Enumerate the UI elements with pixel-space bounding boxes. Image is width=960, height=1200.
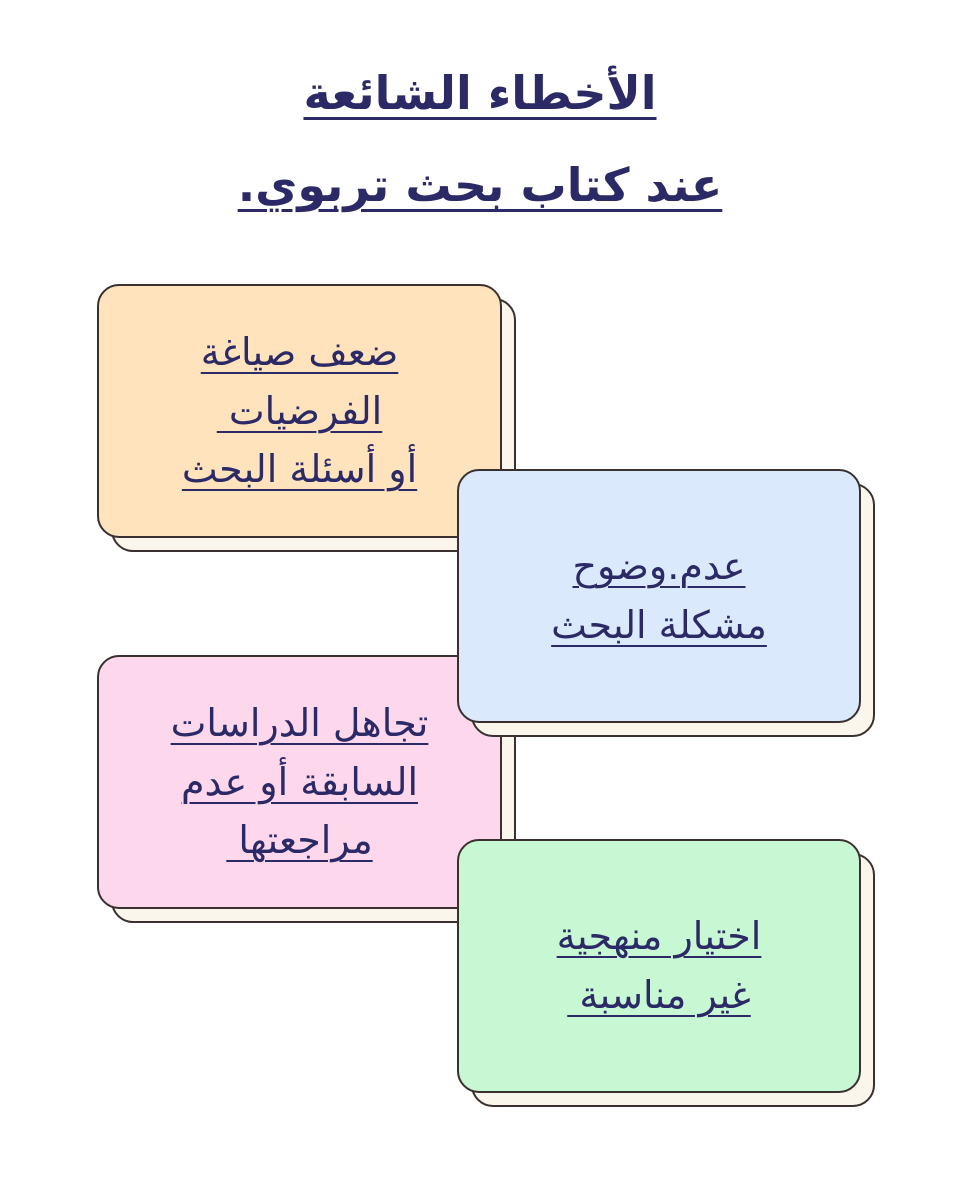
card-body xyxy=(457,469,861,723)
card-text-line: مشكلة البحث xyxy=(551,603,767,647)
card-text-line: أو أسئلة البحث xyxy=(181,447,418,492)
card-text-line: الفرضيات xyxy=(216,388,383,433)
card-body xyxy=(97,284,502,538)
error-card-methodology xyxy=(457,839,861,1093)
card-body xyxy=(457,839,861,1093)
card-text-line: تجاهل الدراسات xyxy=(170,700,429,745)
page-title-line-1: الأخطاء الشائعة xyxy=(303,66,657,120)
card-body xyxy=(97,655,502,909)
card-text-line: ضعف صياغة xyxy=(200,329,399,374)
card-text-line: اختيار منهجية xyxy=(556,914,762,959)
error-card-previous-studies xyxy=(97,655,502,909)
error-card-research-problem xyxy=(457,469,861,723)
card-text-line: السابقة أو عدم xyxy=(181,759,418,804)
card-text-line: غير مناسبة xyxy=(567,973,751,1017)
error-card-hypotheses xyxy=(97,284,502,538)
page-title-line-2: عند كتاب بحث تربوي. xyxy=(237,158,723,212)
card-text-line: عدم.وضوح xyxy=(572,544,746,589)
card-text-line: مراجعتها xyxy=(226,818,373,863)
